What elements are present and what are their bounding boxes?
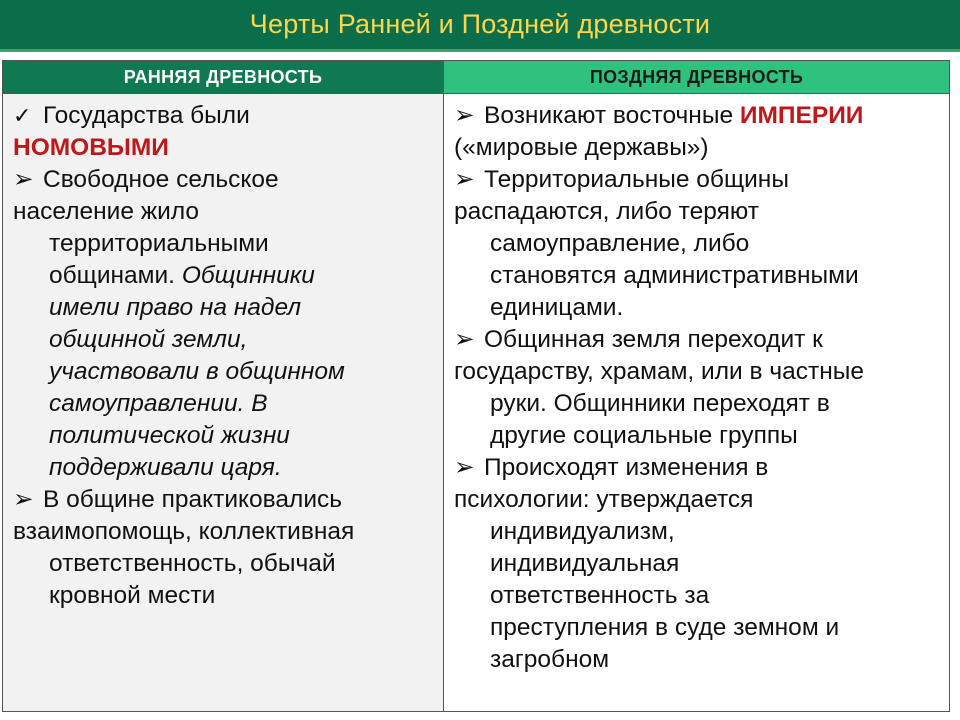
arrow-bullet-icon: ➢ — [454, 454, 475, 481]
arrow-bullet-icon: ➢ — [13, 166, 34, 193]
arrow-bullet-icon: ➢ — [454, 102, 475, 129]
text-line: взаимопомощь, коллективная — [13, 518, 355, 545]
italic-text: имели право на надел — [49, 294, 302, 321]
arrow-bullet-icon: ➢ — [454, 326, 475, 353]
text-line: население жило — [13, 198, 200, 225]
highlight-term: НОМОВЫМИ — [13, 134, 169, 161]
text-line: загробном — [490, 646, 610, 673]
column-header-late-label: ПОЗДНЯЯ ДРЕВНОСТЬ — [589, 66, 804, 87]
text-line: В общине практиковались — [43, 486, 343, 513]
check-icon: ✓ — [13, 103, 32, 128]
text-line: становятся административными — [490, 262, 859, 289]
text-line: единицами. — [490, 294, 624, 321]
early-antiquity-cell — [3, 93, 444, 711]
arrow-bullet-icon: ➢ — [13, 486, 34, 513]
text-line: другие социальные группы — [490, 422, 798, 449]
text-line: руки. Общинники переходят в — [490, 390, 830, 417]
text-line: ответственность, обычай — [49, 550, 336, 577]
list-item — [454, 324, 949, 452]
italic-text: Общинники — [181, 262, 315, 289]
list-item — [13, 484, 443, 612]
text-line: ответственность за — [490, 582, 710, 609]
text-line: индивидуализм, — [490, 518, 675, 545]
text-line: самоуправление, либо — [490, 230, 750, 257]
italic-text: самоуправлении. В — [49, 390, 268, 417]
comparison-table — [2, 60, 950, 712]
late-antiquity-cell — [444, 93, 949, 711]
text-line: преступления в суде земном и — [490, 614, 840, 641]
list-item — [454, 452, 949, 676]
arrow-bullet-icon: ➢ — [454, 166, 475, 193]
text-line: Свободное сельское — [43, 166, 279, 193]
list-item — [13, 100, 443, 164]
text-line: Государства были — [43, 102, 250, 129]
highlight-term: ИМПЕРИИ — [739, 102, 864, 129]
text-line: индивидуальная — [490, 550, 680, 577]
text-line: («мировые державы») — [454, 134, 709, 161]
list-item — [13, 164, 443, 484]
italic-text: общинной земли, — [49, 326, 248, 353]
text-line: Общинная земля переходит к — [484, 326, 823, 353]
text-line: государству, храмам, или в частные — [454, 358, 864, 385]
italic-text: участвовали в общинном — [49, 358, 345, 385]
column-header-early-label: РАННЯЯ ДРЕВНОСТЬ — [123, 66, 323, 87]
text-line: Территориальные общины — [484, 166, 789, 193]
italic-text: поддерживали царя. — [49, 454, 282, 481]
text-line: территориальными — [49, 230, 269, 257]
text-line: кровной мести — [49, 582, 216, 609]
list-item — [454, 164, 949, 324]
slide-title: Черты Ранней и Поздней древности — [249, 9, 711, 39]
text-line: Возникают восточные — [484, 102, 734, 129]
slide-title-bar — [0, 0, 960, 52]
list-item — [454, 100, 949, 164]
text-line: Происходят изменения в — [484, 454, 769, 481]
text-line: общинами. — [49, 262, 175, 289]
column-header-early — [3, 61, 444, 93]
text-line: психологии: утверждается — [454, 486, 754, 513]
text-line: распадаются, либо теряют — [454, 198, 759, 225]
column-header-late — [444, 61, 949, 93]
italic-text: политической жизни — [49, 422, 290, 449]
